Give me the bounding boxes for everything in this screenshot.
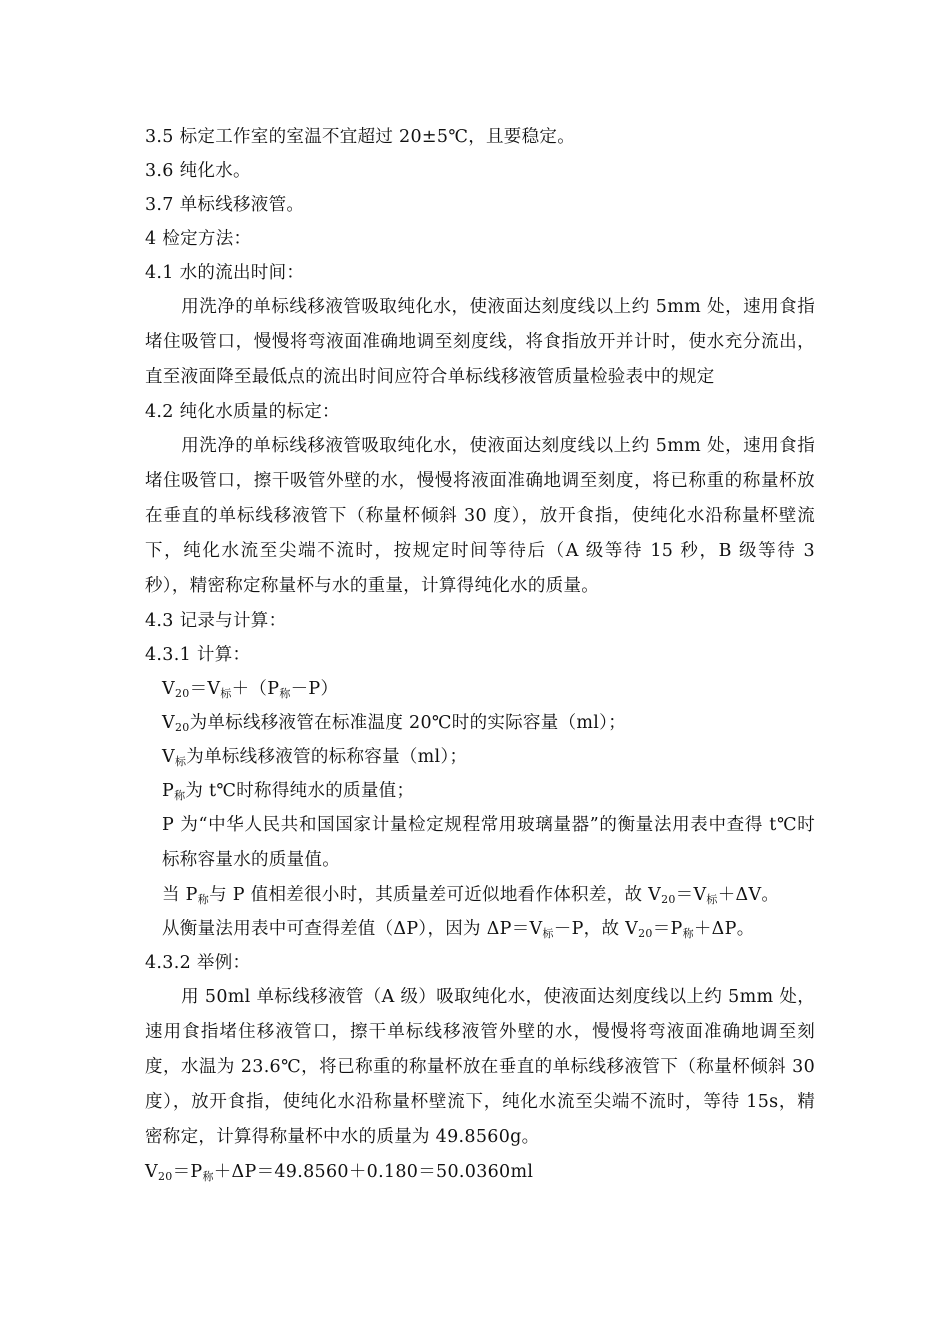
def3-sub: 称: [174, 789, 186, 802]
def3-text: 为 t℃时称得纯水的质量值；: [185, 781, 415, 801]
section-4-3-1-heading: 4.3.1 计算：: [145, 645, 251, 665]
note2-a: 从衡量法用表中可查得差值（ΔP），因为 ΔP＝V: [162, 919, 543, 939]
result-v: V: [145, 1162, 158, 1182]
formula-minus: －P）: [290, 679, 339, 699]
note2-b: －P，故 V: [553, 919, 639, 939]
definition-v20: [145, 706, 815, 740]
section-4-3-2-heading: 4.3.2 举例：: [145, 953, 251, 973]
formula-sub-biao: 标: [220, 687, 232, 700]
definition-p-cheng: [145, 774, 815, 808]
section-3-6: 3.6 纯化水。: [145, 161, 251, 181]
section-4-1-paragraph: [145, 290, 815, 395]
def2-text: 为单标线移液管的标称容量（ml）；: [186, 747, 468, 767]
formula-v: V: [162, 679, 175, 699]
section-4-1-heading: 4.1 水的流出时间：: [145, 263, 305, 283]
section-4-3-heading: 4.3 记录与计算：: [145, 611, 287, 631]
note1-sub-c: 标: [706, 893, 718, 906]
note-line-1: [145, 878, 815, 912]
formula-plus: ＋（P: [231, 679, 280, 699]
formula-line: [145, 672, 815, 706]
note2-d: ＋ΔP。: [693, 919, 755, 939]
result-b: ＋ΔP＝49.8560＋0.180＝50.0360ml: [213, 1162, 534, 1182]
result-sub-20: 20: [157, 1170, 173, 1183]
formula-sub-cheng: 称: [279, 687, 291, 700]
formula-sub-20: 20: [174, 687, 190, 700]
note1-sub-a: 称: [197, 893, 210, 906]
def2-symbol: V: [162, 747, 175, 767]
result-line: [145, 1155, 815, 1189]
note1-b: 与 P 值相差很小时，其质量差可近似地看作体积差，故 V: [209, 885, 662, 905]
note-line-2: [145, 912, 815, 946]
note1-d: ＋ΔV。: [717, 885, 780, 905]
section-4-2-heading: 4.2 纯化水质量的标定：: [145, 402, 340, 422]
section-4-3-2-text: 用 50ml 单标线移液管（A 级）吸取纯化水，使液面达刻度线以上约 5mm 处，速用食指堵住移液管口，擦干单标线移液管外壁的水，慢慢将弯液面准确地调至刻度，水温为 23.6℃，将已称重的称量杯放在垂直的单标线移液管下（称量杯倾斜 30 度），放开食指，使纯化水沿称量杯壁流下，纯化水流至尖端不流时，等待 15s，精密称定，计算得称量杯中水的质量为 49.8560g。: [145, 987, 815, 1147]
section-4-2-paragraph: [145, 429, 815, 604]
note2-sub-c: 称: [682, 927, 694, 940]
section-4-2-text: 用洗净的单标线移液管吸取纯化水，使液面达刻度线以上约 5mm 处，速用食指堵住吸管口，擦干吸管外壁的水，慢慢将液面准确地调至刻度，将已称重的称量杯放在垂直的单标线移液管下（称量杯倾斜 30 度），放开食指，使纯化水沿称量杯壁流下，纯化水流至尖端不流时，按规定时间等待后（A 级等待 15 秒，B 级等待 3 秒），精密称定称量杯与水的重量，计算得纯化水的质量。: [145, 436, 815, 596]
note1-sub-b: 20: [661, 893, 676, 906]
def3-symbol: P: [162, 781, 175, 801]
note2-sub-b: 20: [638, 927, 653, 940]
definition-v-biao: [145, 740, 815, 774]
section-4-3-2-paragraph: [145, 980, 815, 1155]
section-3-7: 3.7 单标线移液管。: [145, 195, 305, 215]
result-sub-cheng: 称: [202, 1170, 214, 1183]
note2-sub-a: 标: [542, 927, 554, 940]
section-4-heading: 4 检定方法：: [145, 229, 252, 249]
def1-sub: 20: [174, 721, 190, 734]
document-body: [145, 120, 815, 1189]
note1-a: 当 P: [162, 885, 198, 905]
def1-text: 为单标线移液管在标准温度 20℃时的实际容量（ml）；: [189, 713, 627, 733]
result-a: ＝P: [172, 1162, 203, 1182]
section-3-5: 3.5 标定工作室的室温不宜超过 20±5℃，且要稳定。: [145, 127, 575, 147]
def2-sub: 标: [174, 755, 187, 768]
note1-c: ＝V: [675, 885, 707, 905]
def1-symbol: V: [162, 713, 175, 733]
note2-c: ＝P: [652, 919, 683, 939]
formula-eq: ＝V: [189, 679, 221, 699]
section-4-1-text: 用洗净的单标线移液管吸取纯化水，使液面达刻度线以上约 5mm 处，速用食指堵住吸管口，慢慢将弯液面准确地调至刻度线，将食指放开并计时，使水充分流出，直至液面降至最低点的流出时间应符合单标线移液管质量检验表中的规定: [145, 297, 815, 387]
definition-p: P 为“中华人民共和国国家计量检定规程常用玻璃量器”的衡量法用表中查得 t℃时标称容量水的质量值。: [162, 815, 815, 870]
